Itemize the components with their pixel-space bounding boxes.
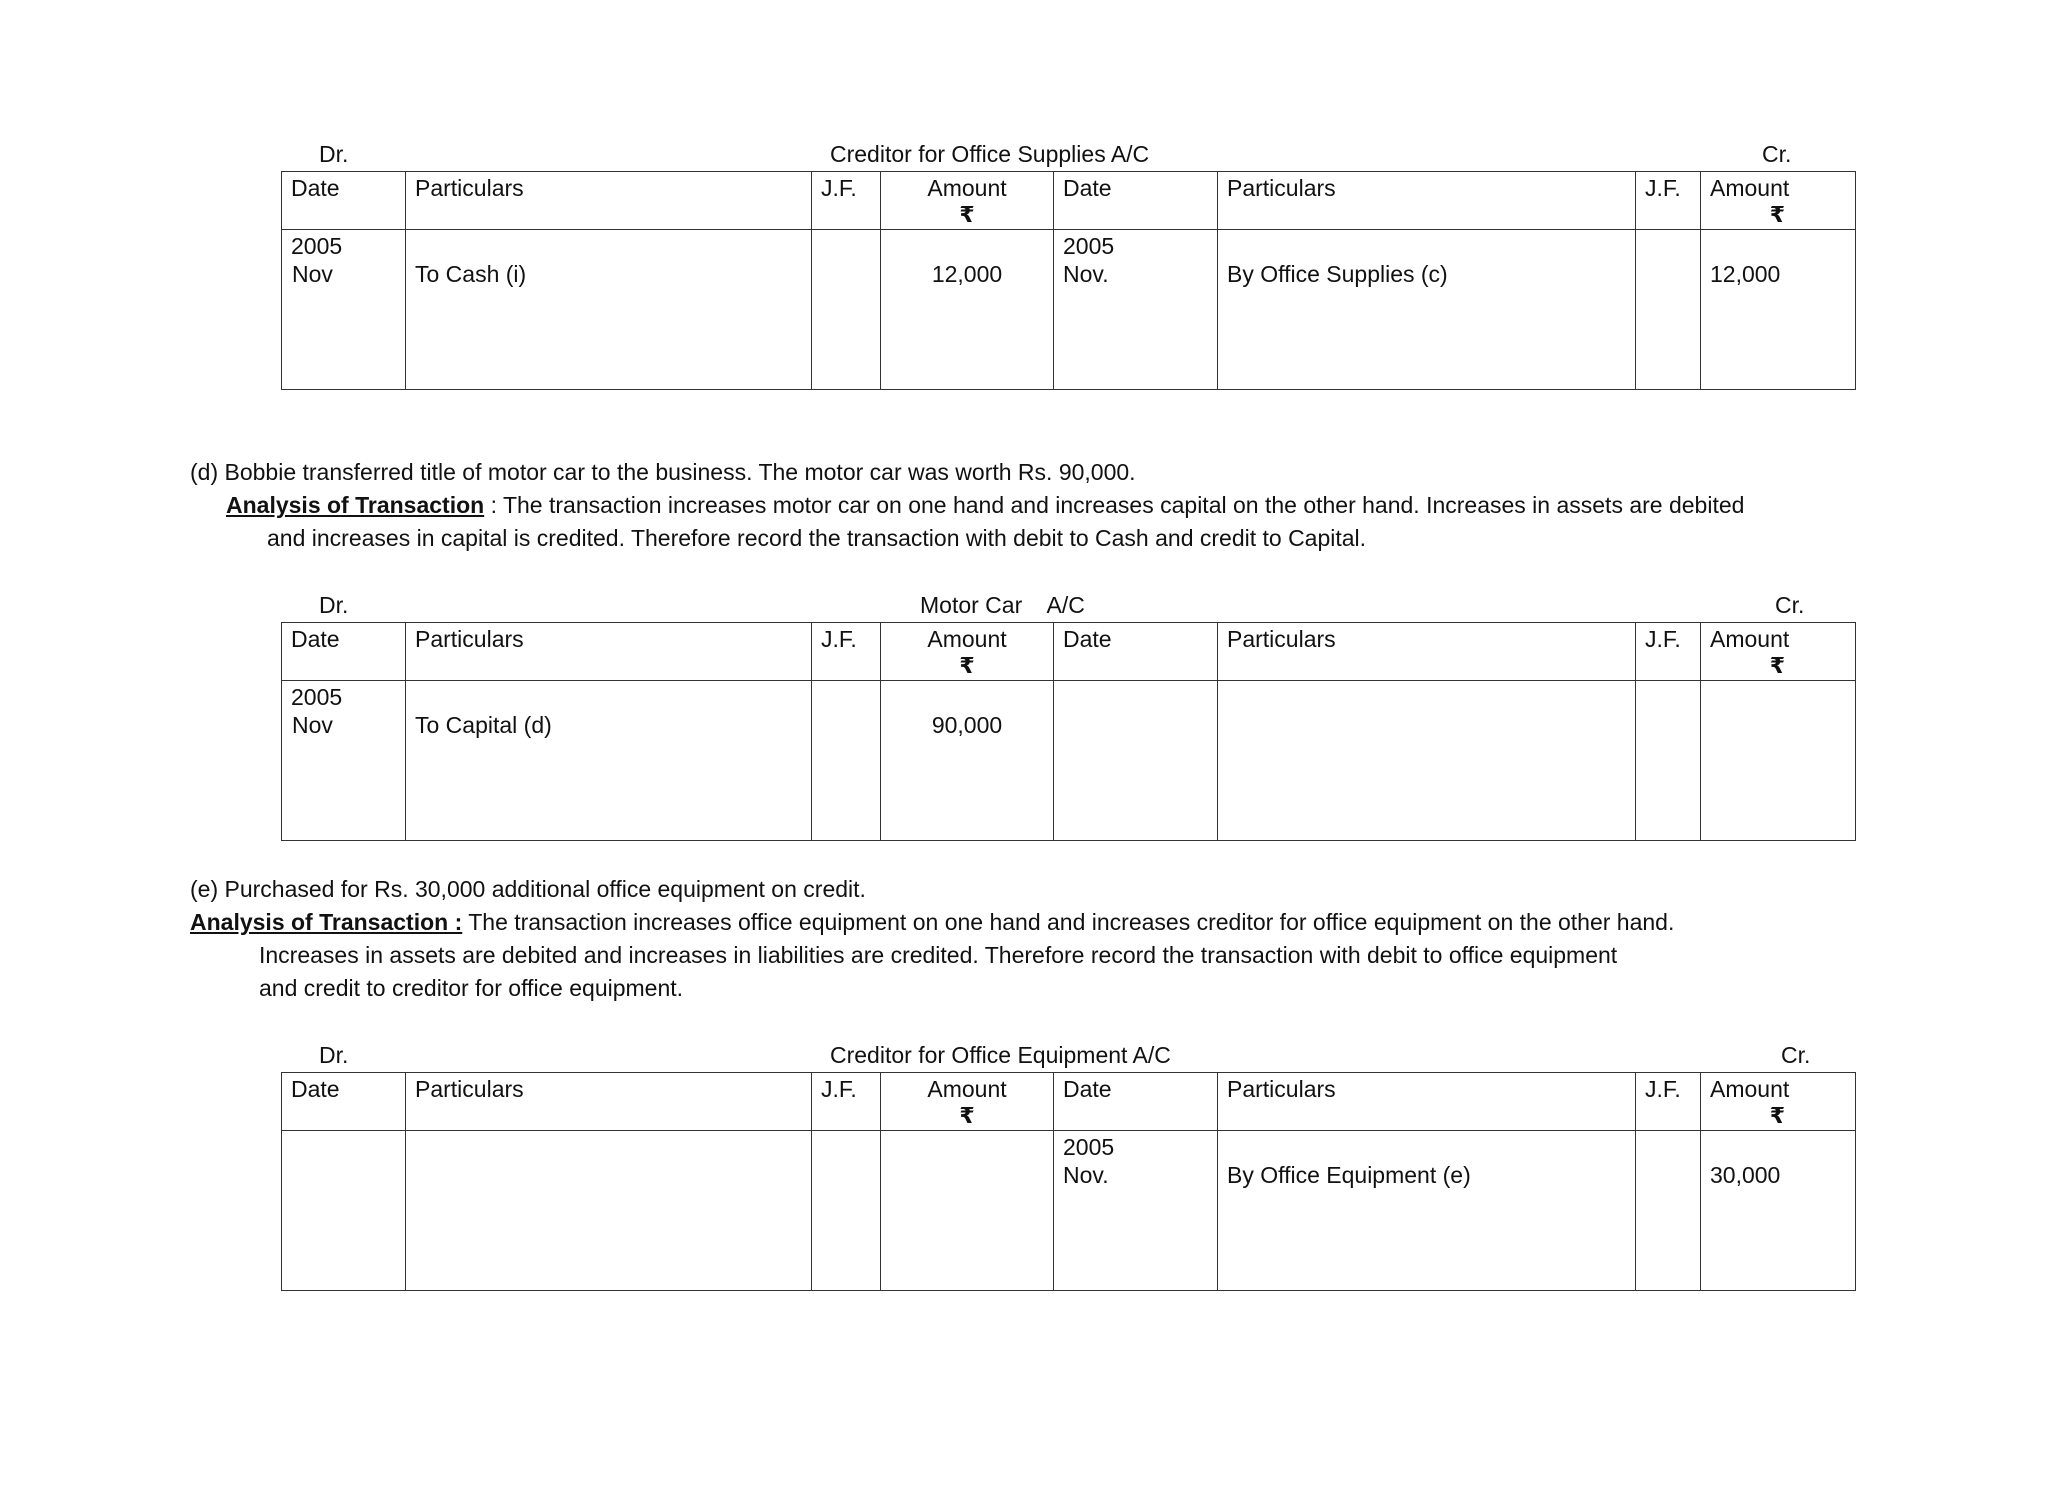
credit-particulars-header: Particulars (1218, 1073, 1636, 1131)
debit-jf-header: J.F. (812, 172, 881, 230)
debit-particulars-header: Particulars (406, 172, 812, 230)
debit-side-label: Dr. (319, 592, 349, 618)
transaction-e-analysis-line2: Increases in assets are debited and increases in liabilities are credited. Therefore record the transaction with debit to office equipment (259, 942, 1618, 968)
debit-jf-cell (812, 681, 881, 841)
credit-jf-cell (1636, 681, 1701, 841)
analysis-heading: Analysis of Transaction : (190, 909, 463, 935)
debit-side-label: Dr. (319, 141, 349, 167)
credit-date-cell (1054, 681, 1218, 841)
credit-side-label: Cr. (1775, 592, 1805, 618)
debit-date-cell (282, 1131, 406, 1291)
transaction-e-description: (e) Purchased for Rs. 30,000 additional office equipment on credit. (190, 876, 866, 902)
ledger-table (281, 1072, 1856, 1291)
debit-amount-cell (881, 1131, 1054, 1291)
table-header-row (282, 623, 1856, 681)
debit-particulars-header: Particulars (406, 623, 812, 681)
debit-particulars-cell (406, 1131, 812, 1291)
rupee-icon: ₹ (959, 202, 975, 227)
debit-side-label: Dr. (319, 1042, 349, 1068)
debit-jf-header: J.F. (812, 1073, 881, 1131)
account-title: Motor Car A/C (920, 592, 1085, 618)
debit-date-header: Date (282, 1073, 406, 1131)
ledger-header (281, 592, 1855, 620)
ledger-table (281, 622, 1856, 841)
debit-amount-cell: 90,000 (881, 681, 1054, 841)
analysis-heading: Analysis of Transaction (226, 492, 485, 518)
debit-particulars-header: Particulars (406, 1073, 812, 1131)
debit-amount-header: Amount ₹ (881, 172, 1054, 230)
credit-amount-cell: 30,000 (1701, 1131, 1856, 1291)
credit-date-header: Date (1054, 172, 1218, 230)
debit-jf-cell (812, 1131, 881, 1291)
credit-amount-cell (1701, 681, 1856, 841)
credit-particulars-header: Particulars (1218, 623, 1636, 681)
credit-amount-cell: 12,000 (1701, 230, 1856, 390)
account-title: Creditor for Office Supplies A/C (830, 141, 1150, 167)
credit-particulars-cell: By Office Supplies (c) (1218, 230, 1636, 390)
rupee-icon: ₹ (1769, 1103, 1785, 1128)
credit-jf-cell (1636, 1131, 1701, 1291)
table-row (282, 1131, 1856, 1291)
transaction-e-analysis-line3: and credit to creditor for office equipment. (259, 975, 684, 1001)
table-row (282, 230, 1856, 390)
ledger-table (281, 171, 1856, 390)
debit-particulars-cell: To Cash (i) (406, 230, 812, 390)
credit-particulars-header: Particulars (1218, 172, 1636, 230)
debit-jf-cell (812, 230, 881, 390)
debit-amount-header: Amount ₹ (881, 623, 1054, 681)
debit-particulars-cell: To Capital (d) (406, 681, 812, 841)
debit-date-cell: 2005 Nov (282, 681, 406, 841)
transaction-e-analysis-line1: Analysis of Transaction : The transaction increases office equipment on one hand and increases creditor for office equipment on the other hand. (190, 909, 1675, 935)
credit-particulars-cell: By Office Equipment (e) (1218, 1131, 1636, 1291)
credit-amount-header: Amount ₹ (1701, 623, 1856, 681)
transaction-d-description: (d) Bobbie transferred title of motor car to the business. The motor car was worth Rs. 90,000. (190, 459, 1136, 485)
credit-side-label: Cr. (1781, 1042, 1811, 1068)
debit-amount-cell: 12,000 (881, 230, 1054, 390)
debit-amount-header: Amount ₹ (881, 1073, 1054, 1131)
credit-side-label: Cr. (1762, 141, 1792, 167)
debit-date-header: Date (282, 172, 406, 230)
credit-jf-header: J.F. (1636, 1073, 1701, 1131)
debit-date-header: Date (282, 623, 406, 681)
ledger-header (281, 141, 1855, 169)
credit-date-header: Date (1054, 1073, 1218, 1131)
debit-date-cell: 2005 Nov (282, 230, 406, 390)
rupee-icon: ₹ (959, 653, 975, 678)
credit-particulars-cell (1218, 681, 1636, 841)
credit-date-cell: 2005 Nov. (1054, 230, 1218, 390)
credit-amount-header: Amount ₹ (1701, 1073, 1856, 1131)
credit-amount-header: Amount ₹ (1701, 172, 1856, 230)
credit-jf-header: J.F. (1636, 172, 1701, 230)
table-header-row (282, 172, 1856, 230)
credit-date-header: Date (1054, 623, 1218, 681)
rupee-icon: ₹ (1769, 653, 1785, 678)
credit-jf-header: J.F. (1636, 623, 1701, 681)
table-header-row (282, 1073, 1856, 1131)
transaction-d-analysis-line2: and increases in capital is credited. Therefore record the transaction with debit to Cash and credit to Capital. (267, 525, 1367, 551)
credit-date-cell: 2005 Nov. (1054, 1131, 1218, 1291)
transaction-d-analysis-line1: Analysis of Transaction : The transaction increases motor car on one hand and increases capital on the other hand. Increases in assets are debited (226, 492, 1745, 518)
rupee-icon: ₹ (959, 1103, 975, 1128)
table-row (282, 681, 1856, 841)
account-title: Creditor for Office Equipment A/C (830, 1042, 1171, 1068)
ledger-header (281, 1042, 1855, 1070)
debit-jf-header: J.F. (812, 623, 881, 681)
credit-jf-cell (1636, 230, 1701, 390)
rupee-icon: ₹ (1769, 202, 1785, 227)
